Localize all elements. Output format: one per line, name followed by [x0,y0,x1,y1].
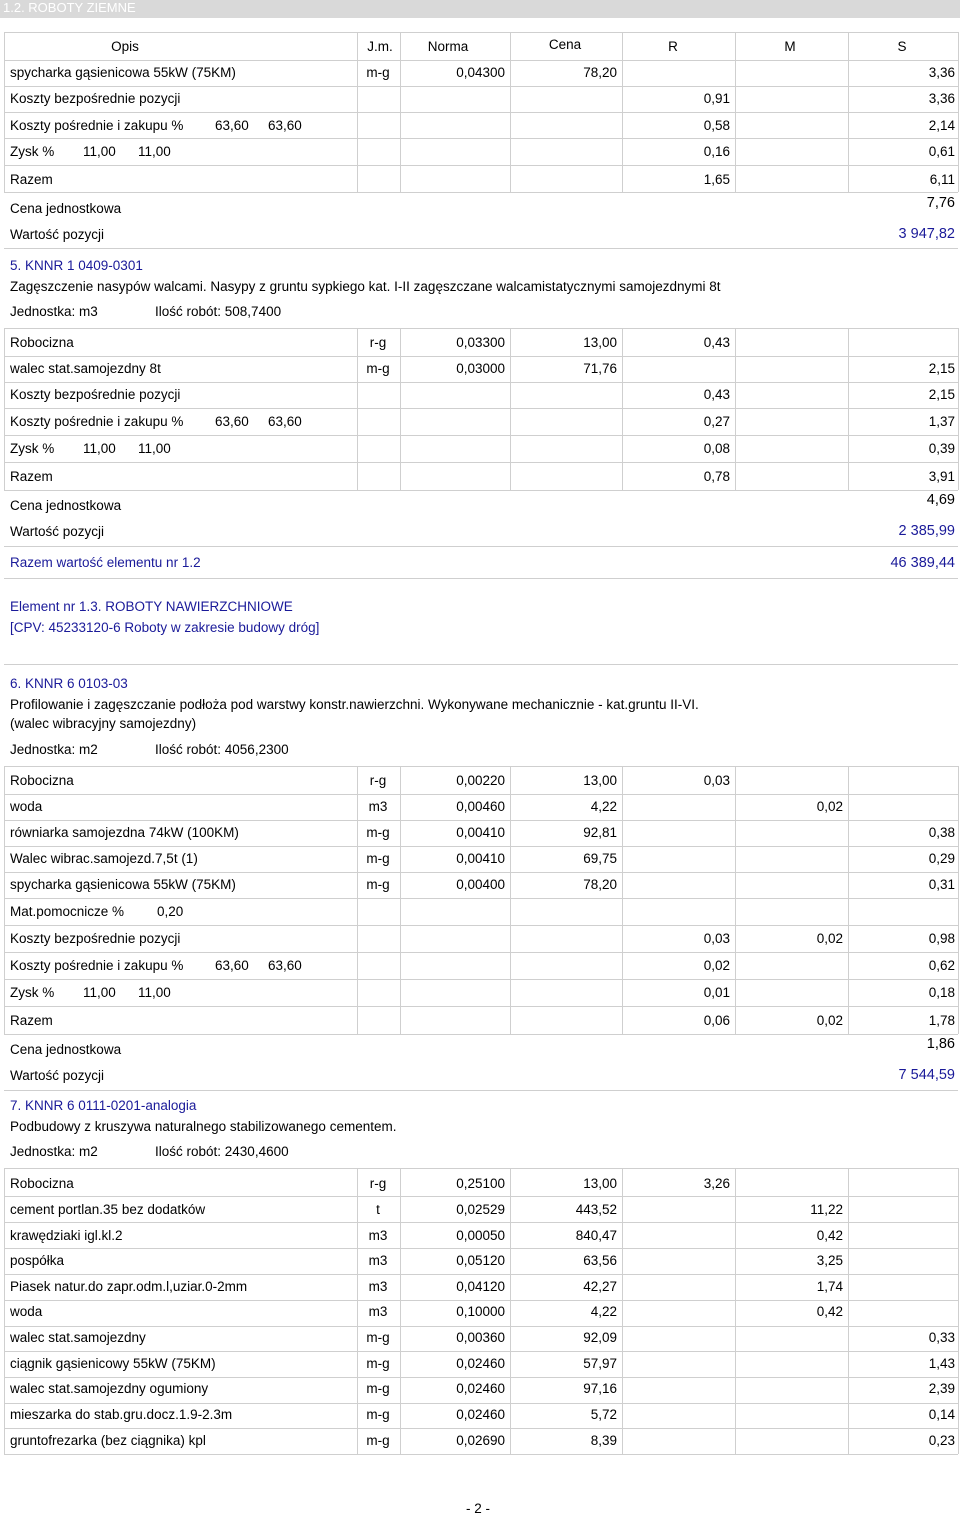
position-value-label: Wartość pozycji [10,524,105,539]
row-divider [4,490,958,491]
equipment-cost-value: 0,39 [928,441,955,456]
row-divider [4,1090,958,1091]
summary-label: Koszty pośrednie i zakupu % [10,414,184,429]
column-divider [622,328,623,490]
element-cpv: [CPV: 45233120-6 Roboty w zakresie budowy dróg] [10,620,320,635]
summary-label: Zysk % [10,144,55,159]
labor-cost-value: 0,08 [703,441,730,456]
norm-value: 0,02529 [456,1202,505,1217]
resource-name: gruntofrezarka (bez ciągnika) kpl [10,1433,206,1448]
percent-value: 63,60 [215,414,249,429]
row-divider [4,925,958,926]
norm-value: 0,00410 [456,851,505,866]
percent-value: 63,60 [268,414,302,429]
equipment-cost-value: 3,91 [928,469,955,484]
equipment-cost-value: 0,62 [928,958,955,973]
labor-cost-value: 0,03 [703,931,730,946]
labor-cost-value: 3,26 [703,1176,730,1191]
unit-of-measure: m3 [368,1279,388,1294]
resource-name: woda [10,1304,43,1319]
percent-value: 11,00 [138,144,171,159]
summary-label: Razem [10,1013,53,1028]
unit-price-label: Cena jednostkowa [10,498,122,513]
resource-name: walec stat.samojezdny ogumiony [10,1381,209,1396]
resource-name: Robocizna [10,773,74,788]
row-divider [4,248,958,249]
position-value-label: Wartość pozycji [10,1068,105,1083]
row-divider [4,1428,958,1429]
column-header-norma: Norma [427,39,469,54]
material-cost-value: 3,25 [816,1253,843,1268]
resource-name: Piasek natur.do zapr.odm.l,uziar.0-2mm [10,1279,248,1294]
position-title: 6. KNNR 6 0103-03 [10,676,128,691]
equipment-cost-value: 3,36 [928,91,955,106]
resource-name: walec stat.samojezdny 8t [10,361,161,376]
norm-value: 0,00410 [456,825,505,840]
percent-value: 11,00 [138,985,171,1000]
column-divider [4,328,5,490]
row-divider [4,60,958,61]
labor-cost-value: 0,06 [703,1013,730,1028]
section-header-band [0,0,960,18]
equipment-cost-value: 2,39 [928,1381,955,1396]
price-value: 69,75 [583,851,617,866]
percent-value: 11,00 [83,985,116,1000]
unit-of-measure: r-g [369,773,387,788]
row-divider [4,664,958,665]
summary-label: Razem [10,469,53,484]
equipment-cost-value: 1,43 [928,1356,955,1371]
equipment-cost-value: 0,18 [928,985,955,1000]
column-divider [622,1168,623,1454]
norm-value: 0,03000 [456,361,505,376]
equipment-cost-value: 2,15 [928,361,955,376]
resource-name: mieszarka do stab.gru.docz.1.9-2.3m [10,1407,233,1422]
column-header-opis: Opis [111,39,139,54]
unit-price-value: 7,76 [926,195,955,211]
resource-name: cement portlan.35 bez dodatków [10,1202,206,1217]
column-divider [357,328,358,490]
row-divider [4,1168,958,1169]
row-divider [4,1006,958,1007]
column-divider [510,328,511,490]
position-description: Profilowanie i zagęszczanie podłoża pod warstwy konstr.nawierzchni. Wykonywane mechanicznie - kat.gruntu II-VI. [10,697,699,712]
element-title: Element nr 1.3. ROBOTY NAWIERZCHNIOWE [10,599,293,614]
column-header-r: R [668,39,678,54]
auxiliary-materials-value: 0,20 [157,904,184,919]
labor-cost-value: 0,91 [703,91,730,106]
labor-cost-value: 0,03 [703,773,730,788]
unit-of-measure: m-g [366,825,390,840]
unit-price-label: Cena jednostkowa [10,201,122,216]
position-description: Zagęszczenie nasypów walcami. Nasypy z gruntu sypkiego kat. I-II zagęszczane walcamistatycznymi samojezdnymi 8t [10,279,721,294]
price-value: 5,72 [590,1407,617,1422]
norm-value: 0,04120 [456,1279,505,1294]
labor-cost-value: 1,65 [703,172,730,187]
price-value: 42,27 [583,1279,617,1294]
equipment-cost-value: 6,11 [929,172,955,187]
resource-name: spycharka gąsienicowa 55kW (75KM) [10,877,236,892]
percent-value: 63,60 [215,118,249,133]
row-divider [4,846,958,847]
norm-value: 0,25100 [456,1176,505,1191]
resource-name: Robocizna [10,335,74,350]
row-divider [4,86,958,87]
row-divider [4,192,958,193]
summary-label: Zysk % [10,441,55,456]
row-divider [4,820,958,821]
row-divider [4,408,958,409]
unit-of-measure: m3 [368,799,388,814]
price-value: 4,22 [590,799,617,814]
column-divider [400,328,401,490]
unit-of-measure: m3 [368,1228,388,1243]
price-value: 78,20 [583,65,617,80]
resource-name: spycharka gąsienicowa 55kW (75KM) [10,65,236,80]
row-divider [4,112,958,113]
column-divider [4,766,5,1034]
norm-value: 0,04300 [456,65,505,80]
unit-of-measure: m-g [366,1381,390,1396]
equipment-cost-value: 1,37 [928,414,955,429]
material-cost-value: 11,22 [810,1202,843,1217]
position-value: 7 544,59 [898,1067,955,1083]
norm-value: 0,00400 [456,877,505,892]
row-divider [4,979,958,980]
summary-label: Koszty pośrednie i zakupu % [10,958,184,973]
column-header-jm: J.m. [367,39,393,54]
equipment-cost-value: 0,33 [928,1330,955,1345]
labor-cost-value: 0,02 [703,958,730,973]
percent-value: 11,00 [83,441,116,456]
resource-name: ciągnik gąsienicowy 55kW (75KM) [10,1356,216,1371]
price-value: 8,39 [590,1433,617,1448]
column-divider [958,766,959,1034]
norm-value: 0,10000 [456,1304,505,1319]
norm-value: 0,02460 [456,1381,505,1396]
row-divider [4,898,958,899]
unit-of-measure: m-g [366,851,390,866]
price-value: 92,81 [583,825,617,840]
labor-cost-value: 0,43 [703,387,730,402]
column-divider [958,32,959,192]
column-divider [958,328,959,490]
unit-of-measure: m-g [366,877,390,892]
percent-value: 11,00 [83,144,116,159]
unit-of-measure: m-g [366,1356,390,1371]
row-divider [4,328,958,329]
norm-value: 0,02690 [456,1433,505,1448]
price-value: 13,00 [583,335,617,350]
row-divider [4,794,958,795]
labor-cost-value: 0,16 [703,144,730,159]
unit-price-value: 1,86 [926,1036,955,1052]
position-title: 5. KNNR 1 0409-0301 [10,258,143,273]
equipment-cost-value: 0,29 [928,851,955,866]
price-value: 63,56 [583,1253,617,1268]
row-divider [4,1377,958,1378]
labor-cost-value: 0,78 [703,469,730,484]
resource-name: równiarka samojezdna 74kW (100KM) [10,825,239,840]
row-divider [4,1326,958,1327]
price-value: 71,76 [583,361,617,376]
position-title: 7. KNNR 6 0111-0201-analogia [10,1098,197,1113]
norm-value: 0,02460 [456,1356,505,1371]
row-divider [4,382,958,383]
summary-label: Zysk % [10,985,55,1000]
norm-value: 0,00460 [456,799,505,814]
price-value: 78,20 [583,877,617,892]
labor-cost-value: 0,27 [703,414,730,429]
norm-value: 0,00360 [456,1330,505,1345]
unit-of-measure: m3 [368,1304,388,1319]
column-divider [4,1168,5,1454]
column-header-cena: Cena [548,37,582,52]
price-value: 92,09 [583,1330,617,1345]
row-divider [4,872,958,873]
price-value: 840,47 [575,1228,617,1243]
row-divider [4,32,958,33]
material-cost-value: 0,02 [816,931,843,946]
price-value: 97,16 [583,1381,617,1396]
row-divider [4,1454,958,1455]
equipment-cost-value: 0,31 [928,877,955,892]
position-value: 3 947,82 [898,226,955,242]
labor-cost-value: 0,43 [703,335,730,350]
row-divider [4,356,958,357]
position-quantity: Ilość robót: 4056,2300 [155,742,289,757]
element-total-value: 46 389,44 [890,555,955,571]
unit-of-measure: m-g [366,361,390,376]
unit-of-measure: m3 [368,1253,388,1268]
position-unit: Jednostka: m2 [10,742,98,757]
labor-cost-value: 0,58 [703,118,730,133]
auxiliary-materials-label: Mat.pomocnicze % [10,904,125,919]
resource-name: walec stat.samojezdny [10,1330,146,1345]
column-divider [735,328,736,490]
unit-of-measure: t [376,1202,380,1217]
position-value-label: Wartość pozycji [10,227,105,242]
price-value: 13,00 [583,1176,617,1191]
summary-label: Razem [10,172,53,187]
norm-value: 0,02460 [456,1407,505,1422]
material-cost-value: 1,74 [816,1279,843,1294]
labor-cost-value: 0,01 [703,985,730,1000]
percent-value: 63,60 [268,118,302,133]
price-value: 57,97 [583,1356,617,1371]
row-divider [4,952,958,953]
norm-value: 0,00220 [456,773,505,788]
row-divider [4,1274,958,1275]
resource-name: pospółka [10,1253,65,1268]
equipment-cost-value: 0,98 [928,931,955,946]
section-header: 1.2. ROBOTY ZIEMNE [3,0,136,15]
position-description: Podbudowy z kruszywa naturalnego stabilizowanego cementem. [10,1119,397,1134]
resource-name: Walec wibrac.samojezd.7,5t (1) [10,851,198,866]
resource-name: krawędziaki igl.kl.2 [10,1228,123,1243]
material-cost-value: 0,02 [816,799,843,814]
percent-value: 63,60 [215,958,249,973]
row-divider [4,1403,958,1404]
material-cost-value: 0,42 [816,1228,843,1243]
summary-label: Koszty pośrednie i zakupu % [10,118,184,133]
equipment-cost-value: 2,15 [928,387,955,402]
percent-value: 11,00 [138,441,171,456]
position-value: 2 385,99 [898,523,955,539]
unit-of-measure: m-g [366,65,390,80]
norm-value: 0,00050 [456,1228,505,1243]
norm-value: 0,05120 [456,1253,505,1268]
row-divider [4,462,958,463]
page-number: - 2 - [465,1501,490,1516]
summary-label: Koszty bezpośrednie pozycji [10,91,181,106]
row-divider [4,1196,958,1197]
material-cost-value: 0,02 [816,1013,843,1028]
unit-of-measure: m-g [366,1330,390,1345]
unit-of-measure: r-g [369,1176,387,1191]
row-divider [4,1248,958,1249]
row-divider [4,138,958,139]
price-value: 4,22 [590,1304,617,1319]
row-divider [4,1034,958,1035]
unit-of-measure: r-g [369,335,387,350]
percent-value: 63,60 [268,958,302,973]
unit-of-measure: m-g [366,1407,390,1422]
equipment-cost-value: 0,61 [928,144,955,159]
resource-name: Robocizna [10,1176,74,1191]
row-divider [4,578,958,579]
unit-of-measure: m-g [366,1433,390,1448]
element-total-label: Razem wartość elementu nr 1.2 [10,555,201,570]
equipment-cost-value: 1,78 [928,1013,955,1028]
price-value: 13,00 [583,773,617,788]
position-unit: Jednostka: m2 [10,1144,98,1159]
equipment-cost-value: 0,38 [928,825,955,840]
row-divider [4,766,958,767]
row-divider [4,1222,958,1223]
row-divider [4,165,958,166]
row-divider [4,546,958,547]
summary-label: Koszty bezpośrednie pozycji [10,931,181,946]
equipment-cost-value: 0,23 [928,1433,955,1448]
column-header-s: S [897,39,907,54]
unit-price-label: Cena jednostkowa [10,1042,122,1057]
column-divider [848,328,849,490]
material-cost-value: 0,42 [816,1304,843,1319]
position-description-cont: (walec wibracyjny samojezdny) [10,716,197,731]
unit-price-value: 4,69 [926,492,955,508]
column-divider [958,1168,959,1454]
summary-label: Koszty bezpośrednie pozycji [10,387,181,402]
norm-value: 0,03300 [456,335,505,350]
row-divider [4,435,958,436]
equipment-cost-value: 0,14 [928,1407,955,1422]
position-unit: Jednostka: m3 [10,304,98,319]
column-header-m: M [784,39,796,54]
position-quantity: Ilość robót: 508,7400 [155,304,282,319]
equipment-cost-value: 2,14 [928,118,955,133]
row-divider [4,1300,958,1301]
equipment-cost-value: 3,36 [928,65,955,80]
price-value: 443,52 [575,1202,617,1217]
resource-name: woda [10,799,43,814]
position-quantity: Ilość robót: 2430,4600 [155,1144,289,1159]
row-divider [4,1351,958,1352]
